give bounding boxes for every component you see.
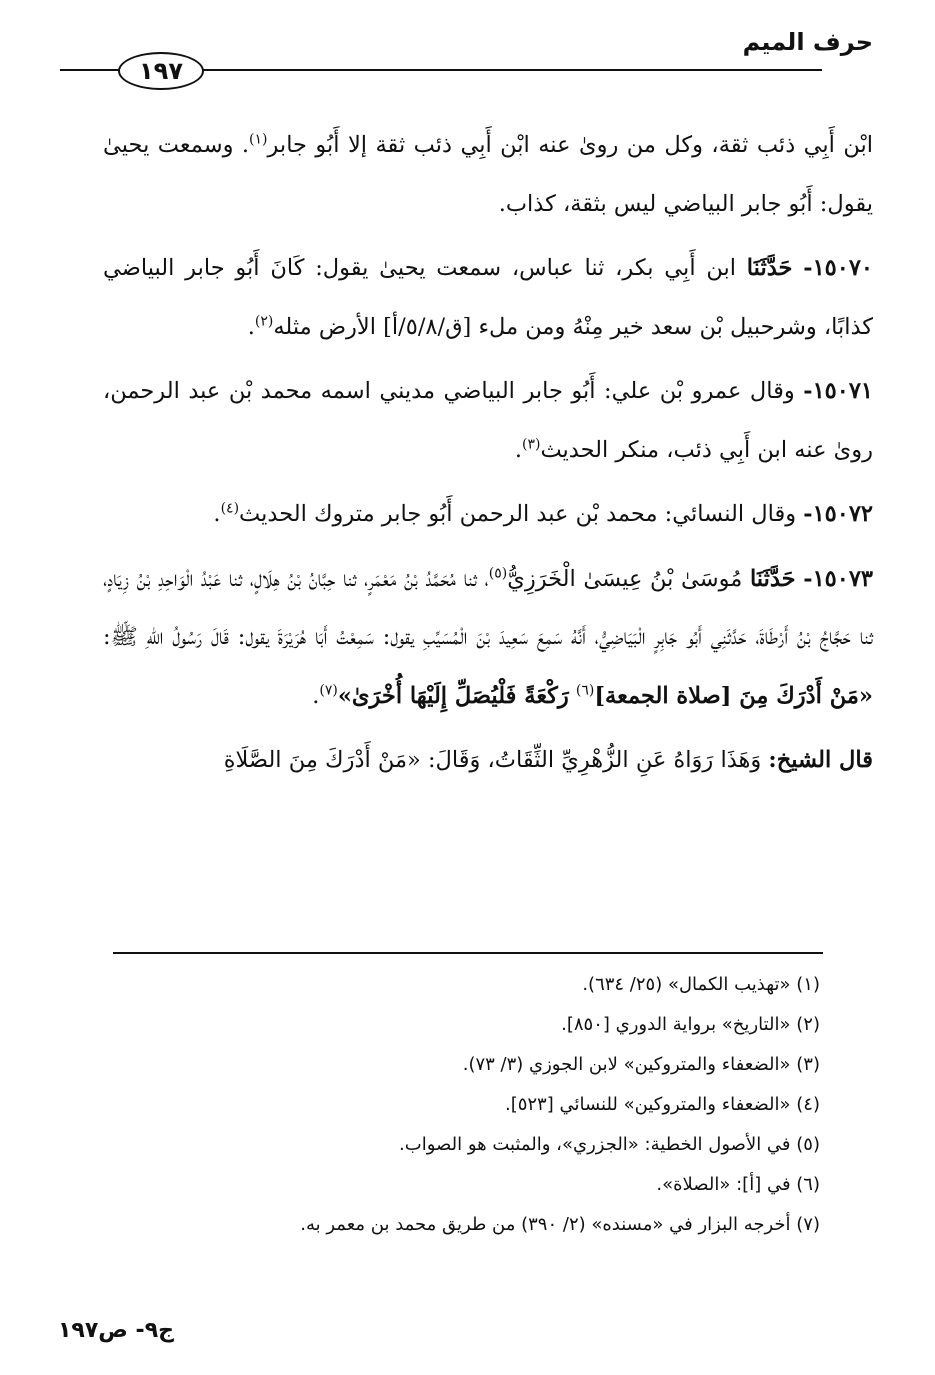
p3-end: . <box>514 436 522 463</box>
footnote-7: (٧) أخرجه البزار في «مسنده» (٢/ ٣٩٠) من طريق محمد بن معمر به. <box>300 1214 820 1235</box>
page-number-badge: ١٩٧ <box>118 52 204 90</box>
p6-text: وَهَذَا رَوَاهُ عَنِ الزُّهْرِيِّ الثِّقَاتُ، وَقَالَ: «مَنْ أَدْرَكَ مِنَ الصَّلَاةِ <box>223 747 762 773</box>
paragraph-15072 <box>103 485 873 544</box>
p2-end: . <box>247 313 255 340</box>
footnote-2: (٢) «التاريخ» برواية الدوري [٨٥٠]. <box>561 1014 820 1035</box>
footnotes <box>100 965 820 1245</box>
footnote-3: (٣) «الضعفاء والمتروكين» لابن الجوزي (٣/ ٧٣). <box>462 1054 820 1075</box>
paragraph-15071 <box>103 362 873 479</box>
paragraph-15070 <box>103 239 873 356</box>
footnote-separator <box>113 952 823 954</box>
p5-quote-part-1: «مَنْ أَدْرَكَ مِنَ [صلاة الجمعة] <box>594 682 873 709</box>
p3-text: وقال عمرو بْن علي: أَبُو جابر البياضي مديني اسمه محمد بْن عبد الرحمن، روىٰ عنه ابن أَبِي ذئب، منكر الحديث <box>103 378 873 463</box>
hadith-number-15072: ١٥٠٧٢- <box>803 501 873 527</box>
paragraph-1 <box>103 116 873 233</box>
hadith-number-15071: ١٥٠٧١- <box>803 378 873 404</box>
p6-lead: قال الشيخ: <box>768 747 873 773</box>
footnote-ref-2: (٢) <box>254 313 274 329</box>
footnote-ref-3: (٣) <box>521 436 541 452</box>
footnote-1: (١) «تهذيب الكمال» (٢٥/ ٦٣٤). <box>582 974 820 995</box>
p5-narrator: مُوسَىٰ بْنُ عِيسَىٰ الْخَرَزِيُّ <box>507 565 743 592</box>
volume-page-signature: ج٩- ص١٩٧ <box>58 1318 174 1343</box>
footnote-6: (٦) في [أ]: «الصلاة». <box>656 1174 820 1195</box>
p4-text: وقال النسائي: محمد بْن عبد الرحمن أَبُو جابر متروك الحديث <box>239 501 797 527</box>
footnote-ref-6: (٦) <box>575 682 595 698</box>
p5-lead-word: حَدَّثَنَا <box>749 565 796 592</box>
footnote-4: (٤) «الضعفاء والمتروكين» للنسائي [٥٢٣]. <box>504 1094 820 1115</box>
footnote-ref-1: (١) <box>249 131 268 148</box>
p5-chain: ، ثنا مُحَمَّدُ بْنُ مَعْمَرٍ، ثنا حِبَّانُ بْنُ هِلَالٍ، ثنا عَبْدُ الْوَاحِدِ بْنُ زِيَادٍ، ثنا حَجَّاجُ بْنُ أَرْطَاةَ، حَدَّثَنِي أَبُو جَابِرٍ الْبَيَاضِيُّ، أَنَّهُ سَمِعَ سَعِيدَ بْنَ الْمُسَيِّبِ يقول: سَمِعْتُ أَبَا هُرَيْرَةَ يقول: قَالَ رَسُولُ اللهِ ﷺ: <box>103 565 873 650</box>
footnote-ref-7: (٧) <box>319 682 338 698</box>
p4-end: . <box>213 501 221 527</box>
paragraph-shaikh <box>103 731 873 790</box>
p5-quote-part-2: رَكْعَةً فَلْيُصَلِّ إِلَيْهَا أُخْرَىٰ» <box>337 682 569 709</box>
p2-text: ابن أَبِي بكر، ثنا عباس، سمعت يحيىٰ يقول: كَانَ أَبُو جابر البياضي كذابًا، وشرحبيل بْن سعد خير مِنْهُ ومن ملء [ق/٥/٨/أ] الأرض مثله <box>103 255 873 340</box>
p1-text-b: . وسمعت يحيىٰ يقول: أَبُو جابر البياضي ليس بثقة، كذاب. <box>103 132 873 217</box>
p5-end: . <box>312 682 320 709</box>
main-text <box>103 116 873 790</box>
p1-text-a: ابْن أَبِي ذئب ثقة، وكل من روىٰ عنه ابْن أَبِي ذئب ثقة إلا أَبُو جابر <box>267 132 873 158</box>
hadith-number-15070: ١٥٠٧٠- <box>803 255 874 281</box>
footnote-ref-5: (٥) <box>488 565 508 581</box>
running-title: حرف الميم <box>742 28 873 56</box>
hadith-number-15073: ١٥٠٧٣- <box>803 565 873 592</box>
footnote-5: (٥) في الأصول الخطية: «الجزري»، والمثبت هو الصواب. <box>399 1134 820 1155</box>
paragraph-15073 <box>103 550 873 726</box>
footnote-ref-4: (٤) <box>220 500 240 517</box>
p2-lead-word: حَدَّثَنَا <box>746 255 793 281</box>
